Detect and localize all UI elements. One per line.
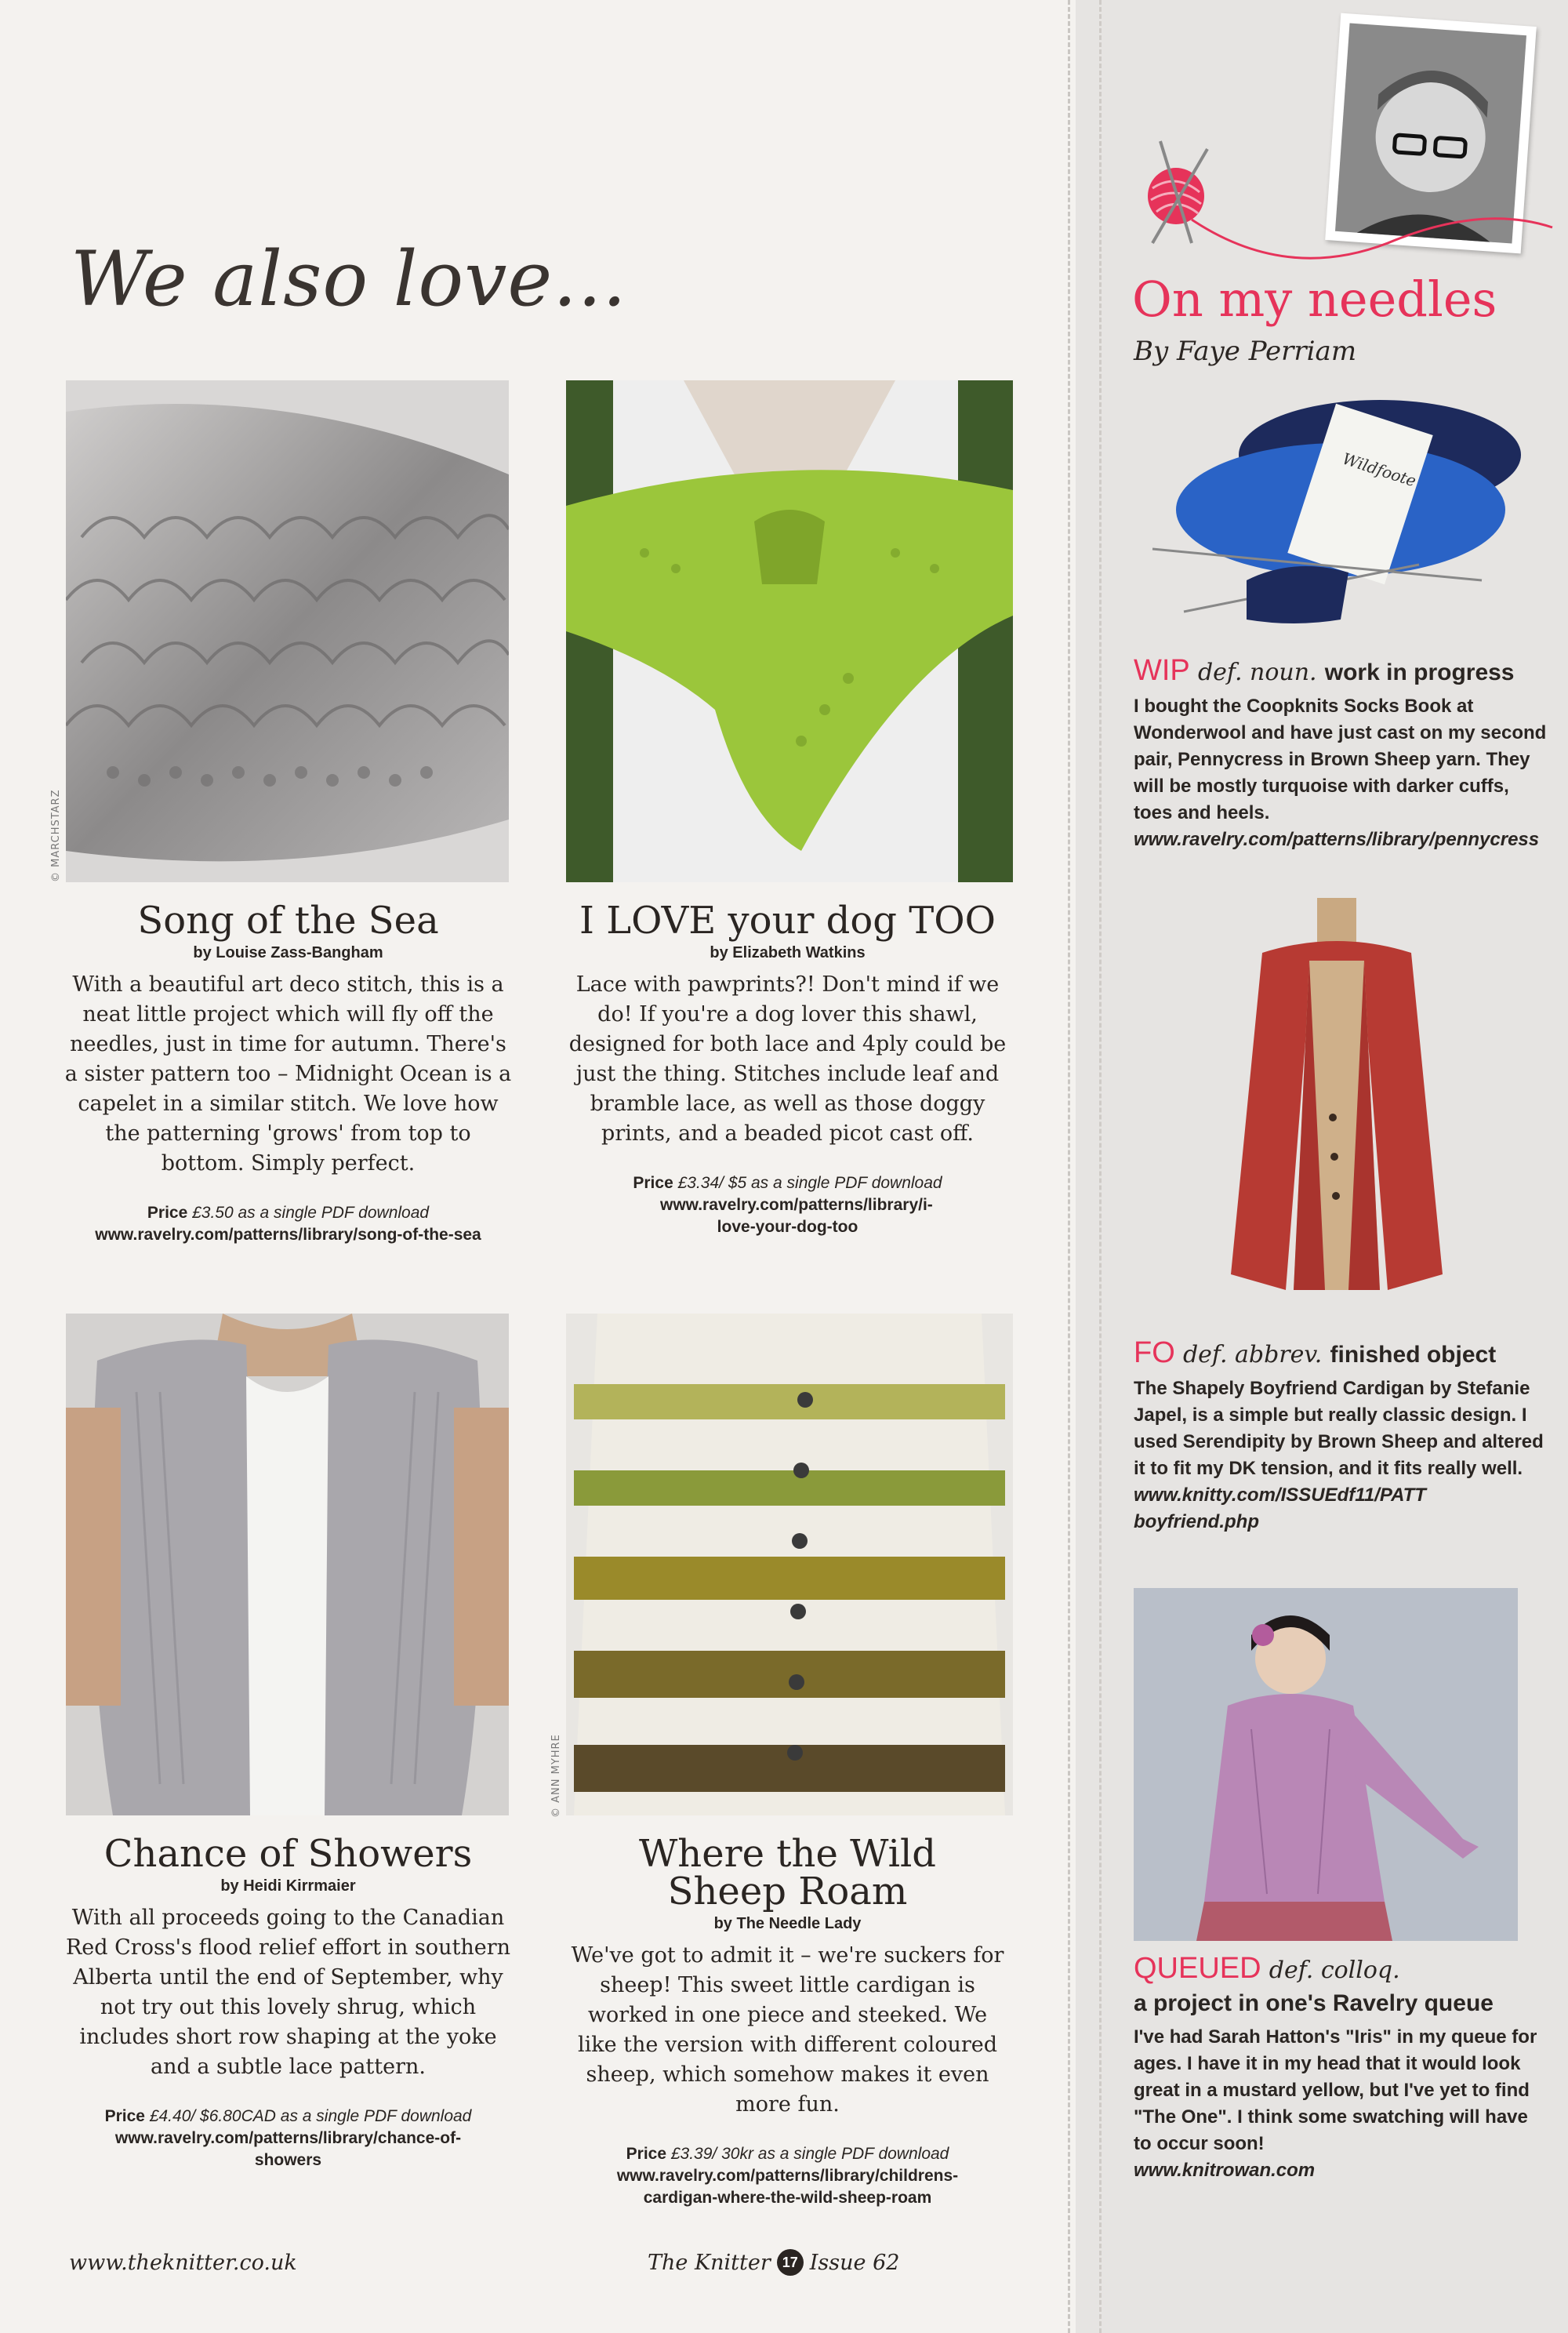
pattern-price: Price £3.39/ 30kr as a single PDF download xyxy=(626,2145,949,2163)
pattern-byline: by Elizabeth Watkins xyxy=(710,944,866,961)
iris-cardigan-photo xyxy=(1134,1588,1518,1941)
pattern-title: Where the Wild Sheep Roam xyxy=(638,1832,937,1913)
green-shawl-image xyxy=(566,380,1013,882)
sidebar-entry-fo xyxy=(1134,1337,1549,1535)
sidebar-entry-queued xyxy=(1134,1953,1549,2184)
page-title: We also love... xyxy=(71,235,627,323)
i-love-your-dog-too-photo xyxy=(566,380,1013,882)
photo-credit: © MARCHSTARZ xyxy=(50,789,62,882)
pattern-byline: by The Needle Lady xyxy=(713,1915,862,1932)
song-of-the-sea-photo xyxy=(66,380,509,882)
yarn-skeins-image xyxy=(1137,384,1529,655)
yarn-skeins-photo xyxy=(1137,384,1529,655)
perforation-line-inner xyxy=(1099,0,1105,2333)
pattern-url[interactable]: www.ravelry.com/patterns/library/childrens-cardigan-where-the-wild-sheep-roam xyxy=(616,2167,959,2207)
pattern-url[interactable]: www.ravelry.com/patterns/library/song-of-the-sea xyxy=(95,1226,481,1244)
pattern-title: Song of the Sea xyxy=(137,899,439,943)
chance-of-showers-photo xyxy=(66,1314,509,1815)
sidebar-title: On my needles xyxy=(1132,271,1497,328)
entry-url[interactable]: www.knitrowan.com xyxy=(1134,2160,1316,2181)
pattern-title: Chance of Showers xyxy=(103,1832,473,1876)
photo-credit: © ANN MYHRE xyxy=(550,1734,562,1818)
pattern-where-the-wild-sheep-roam xyxy=(566,1832,1009,2209)
footer-issue: Issue 62 xyxy=(809,2250,900,2275)
iris-cardigan-image xyxy=(1134,1588,1518,1941)
pattern-chance-of-showers xyxy=(63,1832,514,2171)
yarn-label: Wildfoote xyxy=(1340,449,1419,491)
entry-text: I've had Sarah Hatton's "Iris" in my queue for ages. I have it in my head that it would look great in a mustard yellow, but I've yet to find "The One". I think some swatching will have to occur soon! xyxy=(1134,2026,1537,2154)
footer-website[interactable]: www.theknitter.co.uk xyxy=(69,2251,297,2275)
pattern-title: I LOVE your dog TOO xyxy=(579,899,996,943)
pattern-byline: by Heidi Kirrmaier xyxy=(220,1877,356,1895)
pattern-song-of-the-sea xyxy=(63,899,514,1246)
sheep-cardigan-image xyxy=(566,1314,1013,1815)
entry-url[interactable]: www.knitty.com/ISSUEdf11/PATTboyfriend.php xyxy=(1134,1484,1426,1532)
entry-url[interactable]: www.ravelry.com/patterns/library/pennycress xyxy=(1134,829,1540,850)
footer-folio xyxy=(648,2249,899,2276)
sidebar-entry-wip xyxy=(1134,655,1549,853)
entry-text: I bought the Coopknits Socks Book at Wonderwool and have just cast on my second pair, Pennycress in Brown Sheep yarn. They will be mostly turquoise with darker cuffs, toes and heels. xyxy=(1134,696,1547,823)
pattern-price: Price £3.50 as a single PDF download xyxy=(147,1204,430,1222)
footer-magazine: The Knitter xyxy=(648,2250,771,2275)
pattern-price: Price £3.34/ $5 as a single PDF download xyxy=(633,1174,942,1192)
pattern-url[interactable]: www.ravelry.com/patterns/library/chance-of-showers xyxy=(114,2129,462,2169)
page-number: 17 xyxy=(777,2249,804,2276)
grey-shrug-image xyxy=(66,1314,509,1815)
entry-text: The Shapely Boyfriend Cardigan by Stefanie Japel, is a simple but really classic design. I used Serendipity by Brown Sheep and altered it to fit my DK tension, and it fits really well. xyxy=(1134,1378,1544,1479)
pattern-url[interactable]: www.ravelry.com/patterns/library/i-love-your-dog-too xyxy=(660,1196,933,1236)
red-cardigan-image xyxy=(1207,898,1466,1321)
pattern-description: We've got to admit it – we're suckers for sheep! This sweet little cardigan is worked in one piece and steeked. We like the version with different coloured sheep, which somehow makes it even more fun. xyxy=(571,1943,1004,2117)
pattern-price: Price £4.40/ $6.80CAD as a single PDF download xyxy=(104,2107,472,2125)
entry-heading: QUEUED def. colloq. a project in one's Ravelry queue xyxy=(1134,1952,1494,2016)
entry-heading: FO def. abbrev. finished object xyxy=(1134,1336,1497,1369)
grey-knit-image xyxy=(66,380,509,882)
sidebar-byline: By Faye Perriam xyxy=(1134,336,1357,367)
where-the-wild-sheep-roam-photo xyxy=(566,1314,1013,1815)
perforation-line xyxy=(1068,0,1073,2333)
pattern-byline: by Louise Zass-Bangham xyxy=(193,944,383,961)
pattern-i-love-your-dog-too xyxy=(566,899,1009,1238)
pattern-description: With all proceeds going to the Canadian Red Cross's flood relief effort in southern Alberta until the end of September, why not try out this lovely shrug, which includes short row shaping at the yoke and a subtle lace pattern. xyxy=(65,1906,511,2079)
pattern-description: Lace with pawprints?! Don't mind if we do! If you're a dog lover this shawl, designed for both lace and 4ply could be just the thing. Stitches include leaf and bramble lace, as well as those doggy prints, and a beaded picot cast off. xyxy=(568,972,1007,1146)
entry-heading: WIP def. noun. work in progress xyxy=(1134,654,1515,687)
pattern-description: With a beautiful art deco stitch, this is a neat little project which will fly off the needles, just in time for autumn. There's a sister pattern too – Midnight Ocean is a capelet in a similar stitch. We love how the patterning 'grows' from top to bottom. Simply perfect. xyxy=(64,972,512,1176)
red-cardigan-photo xyxy=(1207,898,1466,1321)
